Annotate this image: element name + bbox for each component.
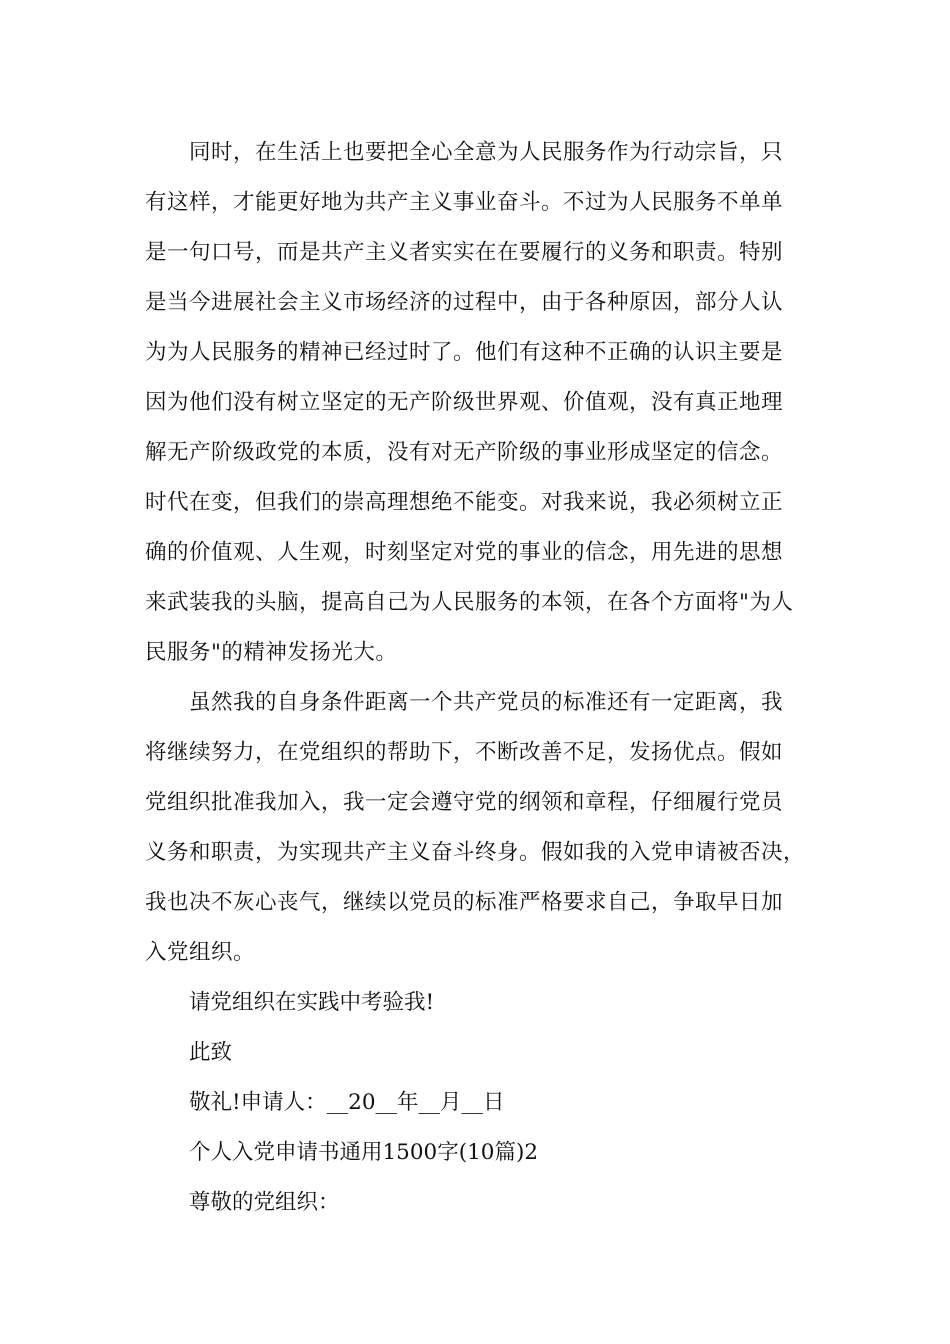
request-line: 请党组织在实践中考验我!	[189, 990, 435, 1015]
text-line: 因为他们没有树立坚定的无产阶级世界观、价值观，没有真正地理	[145, 390, 784, 415]
text-line: 民服务"的精神发扬光大。	[145, 640, 398, 665]
text-line: 时代在变，但我们的崇高理想绝不能变。对我来说，我必须树立正	[145, 490, 784, 515]
salute-signature-line: 敬礼!申请人：__20__年__月__日	[189, 1090, 505, 1115]
closing-line: 此致	[189, 1040, 233, 1065]
text-line: 党组织批准我加入，我一定会遵守党的纲领和章程，仔细履行党员	[145, 790, 784, 815]
next-section-title: 个人入党申请书通用1500字(10篇)2	[189, 1140, 539, 1165]
text-line: 入党组织。	[145, 940, 256, 965]
text-line: 解无产阶级政党的本质，没有对无产阶级的事业形成坚定的信念。	[145, 440, 784, 465]
text-line: 义务和职责，为实现共产主义奋斗终身。假如我的入党申请被否决，	[145, 840, 806, 865]
text-line: 是一句口号，而是共产主义者实实在在要履行的义务和职责。特别	[145, 240, 784, 265]
text-line: 确的价值观、人生观，时刻坚定对党的事业的信念，用先进的思想	[145, 540, 784, 565]
paragraph-commitment	[145, 678, 810, 978]
text-line: 同时，在生活上也要把全心全意为人民服务作为行动宗旨，只	[189, 140, 784, 165]
text-line: 将继续努力，在党组织的帮助下，不断改善不足，发扬优点。假如	[145, 740, 784, 765]
paragraph-service-to-people	[145, 128, 810, 678]
text-line: 虽然我的自身条件距离一个共产党员的标准还有一定距离，我	[189, 690, 784, 715]
text-line: 我也决不灰心丧气，继续以党员的标准严格要求自己，争取早日加	[145, 890, 784, 915]
document-body	[145, 128, 810, 1228]
greeting-line: 尊敬的党组织：	[189, 1190, 340, 1215]
text-line: 有这样，才能更好地为共产主义事业奋斗。不过为人民服务不单单	[145, 190, 784, 215]
text-line: 为为人民服务的精神已经过时了。他们有这种不正确的认识主要是	[145, 340, 784, 365]
text-line: 是当今进展社会主义市场经济的过程中，由于各种原因，部分人认	[145, 290, 784, 315]
text-line: 来武装我的头脑，提高自己为人民服务的本领，在各个方面将"为人	[145, 590, 794, 615]
